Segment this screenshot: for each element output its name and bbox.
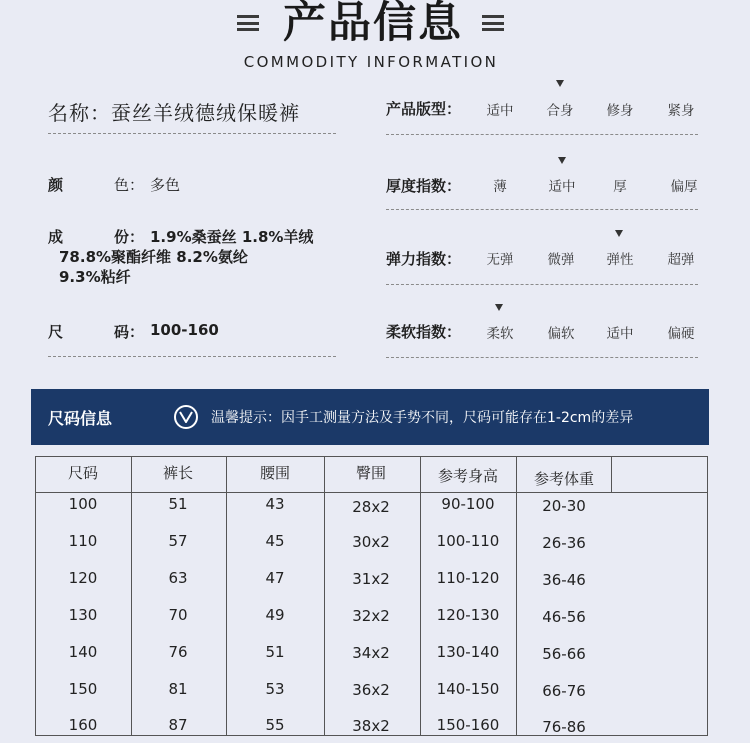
table-cell: 76-86 <box>542 718 586 736</box>
table-cell: 46-56 <box>542 608 586 626</box>
menu-icon <box>237 15 259 31</box>
table-cell: 49 <box>265 606 285 624</box>
attribute-option: 偏厚 <box>670 179 698 195</box>
attribute-title: 产品版型： <box>386 100 462 118</box>
attribute-title: 弹力指数： <box>386 250 462 268</box>
triangle-down-icon <box>615 230 623 237</box>
attribute-option: 无弹 <box>486 252 514 268</box>
divider <box>48 356 336 357</box>
table-cell: 150-160 <box>436 716 500 734</box>
table-cell: 120 <box>68 569 98 587</box>
composition-label: 成 <box>48 228 64 246</box>
size-tip: 温馨提示：因手工测量方法及手势不同，尺码可能存在1-2cm的差异 <box>211 410 634 426</box>
table-cell: 63 <box>168 569 188 587</box>
table-header: 腰围 <box>259 464 290 482</box>
table-cell: 100 <box>68 495 98 513</box>
attribute-option: 修身 <box>606 103 634 119</box>
table-cell: 110 <box>68 532 98 550</box>
table-cell: 70 <box>168 606 188 624</box>
table-cell: 56-66 <box>542 645 586 663</box>
attribute-title: 厚度指数： <box>386 177 462 195</box>
attribute-option: 薄 <box>493 179 507 195</box>
color-label-suffix: 色： <box>114 176 145 194</box>
color-label: 颜 <box>48 176 64 194</box>
table-cell: 87 <box>168 716 188 734</box>
table-cell: 160 <box>68 716 98 734</box>
table-cell: 120-130 <box>436 606 500 624</box>
table-cell: 81 <box>168 680 188 698</box>
attribute-option: 适中 <box>548 179 576 195</box>
composition-line: 1.9%桑蚕丝 1.8%羊绒 <box>150 228 314 246</box>
table-cell: 36-46 <box>542 571 586 589</box>
size-table <box>35 456 708 736</box>
table-cell: 47 <box>265 569 285 587</box>
table-cell: 76 <box>168 643 188 661</box>
size-info-banner <box>31 389 709 445</box>
attribute-option: 弹性 <box>606 252 634 268</box>
divider <box>386 284 698 285</box>
table-header: 臀围 <box>355 464 386 482</box>
table-cell: 20-30 <box>542 497 586 515</box>
table-cell: 140 <box>68 643 98 661</box>
table-cell: 140-150 <box>436 680 500 698</box>
triangle-down-icon <box>556 80 564 87</box>
attribute-option: 偏软 <box>547 326 575 342</box>
attribute-option: 合身 <box>546 103 574 119</box>
composition-line: 9.3%粘纤 <box>59 268 131 286</box>
check-circle-icon <box>174 405 198 429</box>
product-name: 名称：蚕丝羊绒德绒保暖裤 <box>48 101 300 125</box>
table-cell: 43 <box>265 495 285 513</box>
attribute-option: 适中 <box>486 103 514 119</box>
divider <box>386 134 698 135</box>
menu-icon <box>482 15 504 31</box>
table-cell: 53 <box>265 680 285 698</box>
attribute-option: 偏硬 <box>667 326 695 342</box>
divider <box>48 133 336 134</box>
table-column-divider <box>226 457 227 735</box>
table-cell: 100-110 <box>436 532 500 550</box>
triangle-down-icon <box>495 304 503 311</box>
size-label: 尺 <box>48 323 64 341</box>
attribute-option: 紧身 <box>667 103 695 119</box>
table-header: 参考身高 <box>437 467 498 485</box>
table-cell: 32x2 <box>352 607 390 625</box>
table-cell: 26-36 <box>542 534 586 552</box>
table-cell: 130-140 <box>436 643 500 661</box>
composition-label-suffix: 份： <box>114 228 145 246</box>
table-cell: 57 <box>168 532 188 550</box>
table-cell: 150 <box>68 680 98 698</box>
page-subtitle: COMMODITY INFORMATION <box>243 53 499 71</box>
table-cell: 51 <box>265 643 285 661</box>
page-title: 产品信息 <box>283 0 463 48</box>
table-cell: 31x2 <box>352 570 390 588</box>
table-column-divider <box>324 457 325 735</box>
table-header: 裤长 <box>162 464 193 482</box>
table-cell: 55 <box>265 716 285 734</box>
table-column-divider <box>420 457 421 735</box>
table-cell: 110-120 <box>436 569 500 587</box>
table-cell: 28x2 <box>352 498 390 516</box>
size-value: 100-160 <box>150 321 219 339</box>
table-cell: 34x2 <box>352 644 390 662</box>
table-header: 尺码 <box>67 464 98 482</box>
table-header-divider <box>36 492 707 493</box>
divider <box>386 209 698 210</box>
table-cell: 36x2 <box>352 681 390 699</box>
attribute-option: 柔软 <box>486 326 514 342</box>
table-cell: 38x2 <box>352 717 390 735</box>
table-cell: 90-100 <box>441 495 495 513</box>
banner-title: 尺码信息 <box>48 409 113 428</box>
table-cell: 30x2 <box>352 533 390 551</box>
table-header: 参考体重 <box>533 470 594 488</box>
attribute-option: 适中 <box>606 326 634 342</box>
triangle-down-icon <box>558 157 566 164</box>
composition-line: 78.8%聚酯纤维 8.2%氨纶 <box>59 248 248 266</box>
table-column-divider <box>131 457 132 735</box>
color-value: 多色 <box>150 176 181 194</box>
attribute-title: 柔软指数： <box>386 323 462 341</box>
table-cell: 51 <box>168 495 188 513</box>
attribute-option: 微弹 <box>547 252 575 268</box>
divider <box>386 357 698 358</box>
table-column-divider <box>516 457 517 735</box>
table-cell: 45 <box>265 532 285 550</box>
attribute-option: 厚 <box>613 179 627 195</box>
attribute-option: 超弹 <box>667 252 695 268</box>
size-label-suffix: 码： <box>114 323 145 341</box>
table-cell: 66-76 <box>542 682 586 700</box>
table-column-divider <box>611 457 612 493</box>
table-cell: 130 <box>68 606 98 624</box>
